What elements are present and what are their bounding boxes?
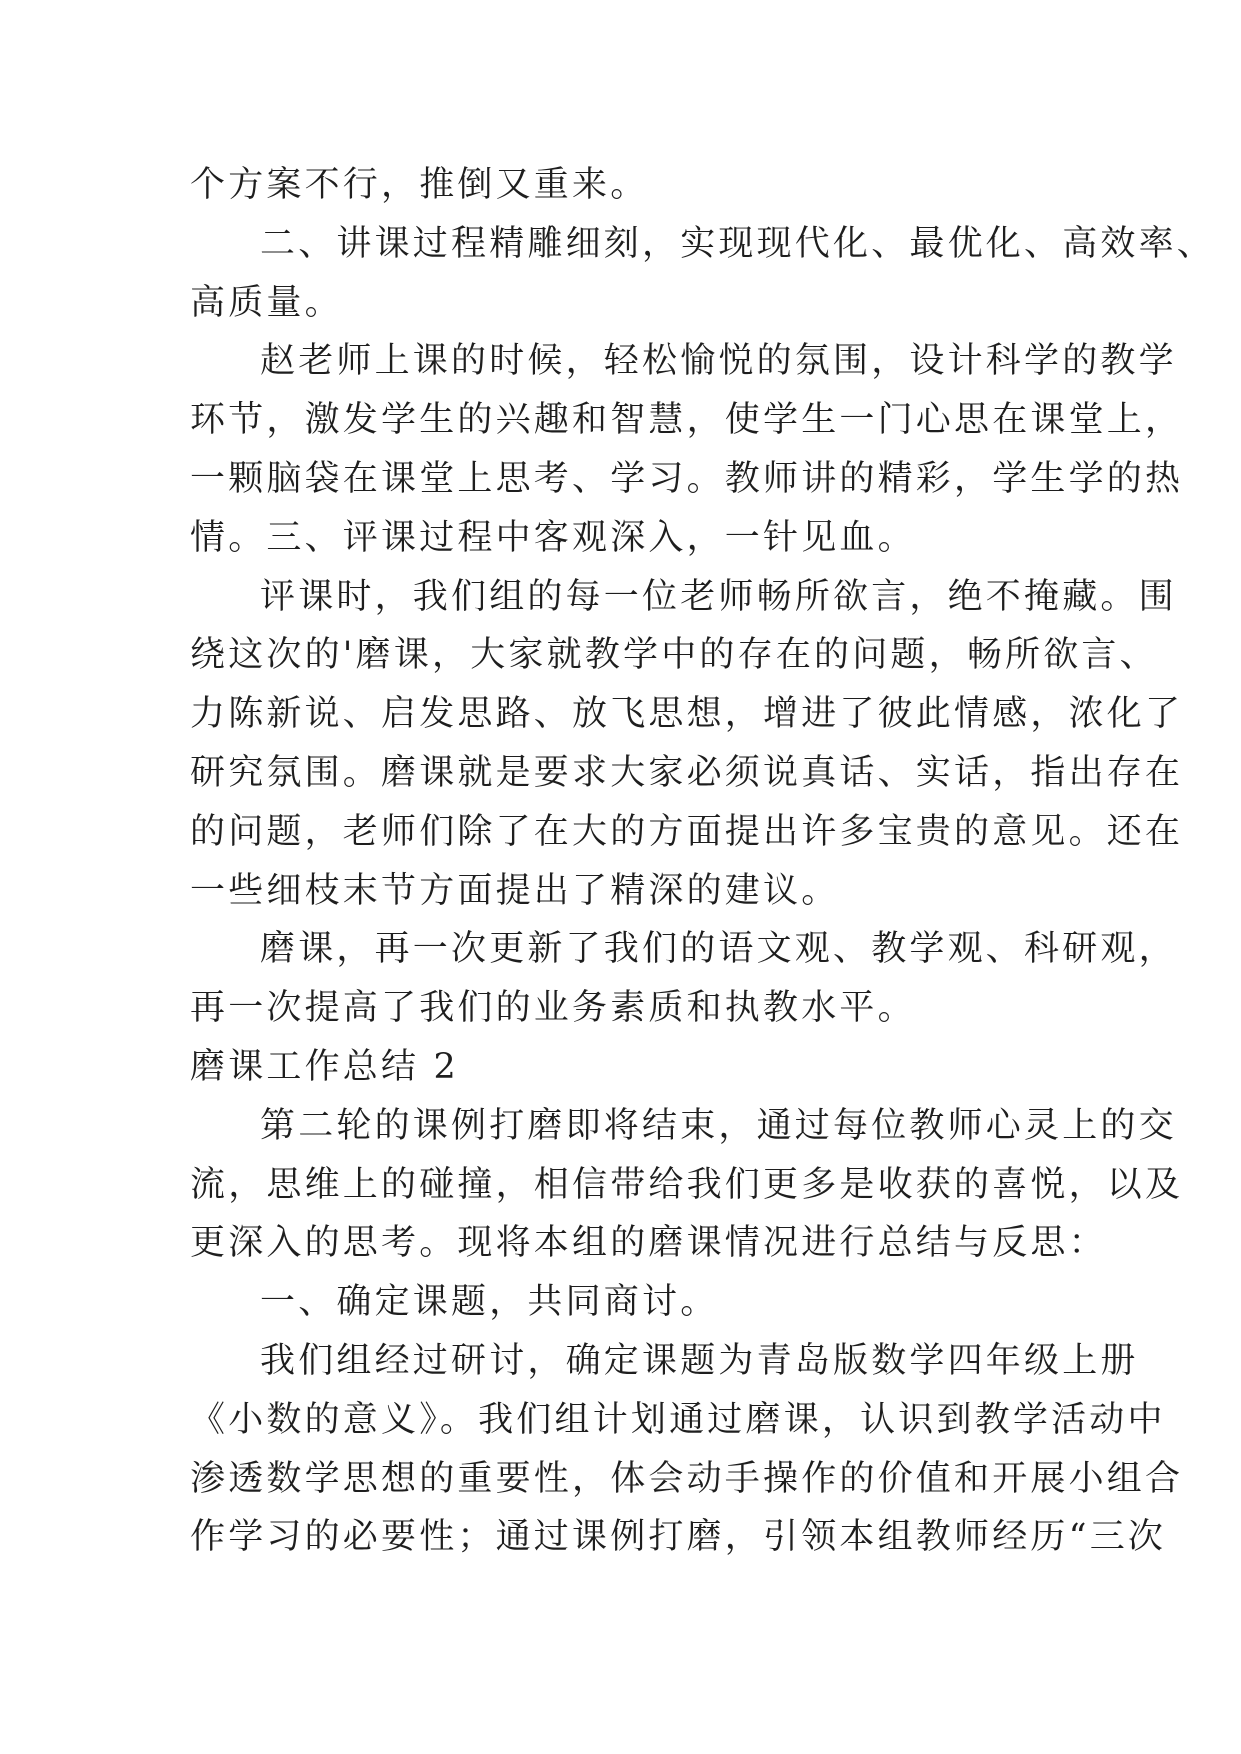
text-line: 渗透数学思想的重要性，体会动手操作的价值和开展小组合 [190,1458,1184,1499]
text-line: 再一次提高了我们的业务素质和执教水平。 [190,988,916,1029]
section-heading: 磨课工作总结 2 [190,1046,459,1087]
text-line: 二、讲课过程精雕细刻，实现现代化、最优化、高效率、 [260,223,1216,264]
text-line: 一些细枝末节方面提出了精深的建议。 [190,870,840,911]
text-line: 磨课，再一次更新了我们的语文观、教学观、科研观， [260,929,1177,970]
text-line: 高质量。 [190,282,343,323]
text-line: 第二轮的课例打磨即将结束，通过每位教师心灵上的交 [260,1105,1177,1146]
text-line: 个方案不行，推倒又重来。 [190,165,649,205]
text-line: 作学习的必要性；通过课例打磨，引领本组教师经历“三次 [190,1517,1167,1558]
text-line: 更深入的思考。现将本组的磨课情况进行总结与反思： [190,1223,1107,1264]
text-line: 情。三、评课过程中客观深入，一针见血。 [190,517,916,558]
text-line: 赵老师上课的时候，轻松愉悦的氛围，设计科学的教学 [260,341,1177,382]
text-line: 《小数的意义》。我们组计划通过磨课，认识到教学活动中 [190,1399,1166,1440]
text-line: 研究氛围。磨课就是要求大家必须说真话、实话，指出存在 [190,752,1184,793]
text-line: 评课时，我们组的每一位老师畅所欲言，绝不掩藏。围 [260,576,1177,617]
text-line: 流，思维上的碰撞，相信带给我们更多是收获的喜悦，以及 [190,1164,1184,1205]
text-line: 力陈新说、启发思路、放飞思想，增进了彼此情感，浓化了 [190,694,1184,735]
text-line: 绕这次的'磨课，大家就教学中的存在的问题，畅所欲言、 [190,635,1158,676]
text-line: 的问题，老师们除了在大的方面提出许多宝贵的意见。还在 [190,811,1184,852]
text-line: 一、确定课题，共同商讨。 [260,1282,719,1323]
text-line: 环节，激发学生的兴趣和智慧，使学生一门心思在课堂上， [190,400,1184,441]
text-line: 我们组经过研讨，确定课题为青岛版数学四年级上册 [260,1340,1139,1381]
text-line: 一颗脑袋在课堂上思考、学习。教师讲的精彩，学生学的热 [190,458,1184,499]
document-body [190,156,1216,1567]
